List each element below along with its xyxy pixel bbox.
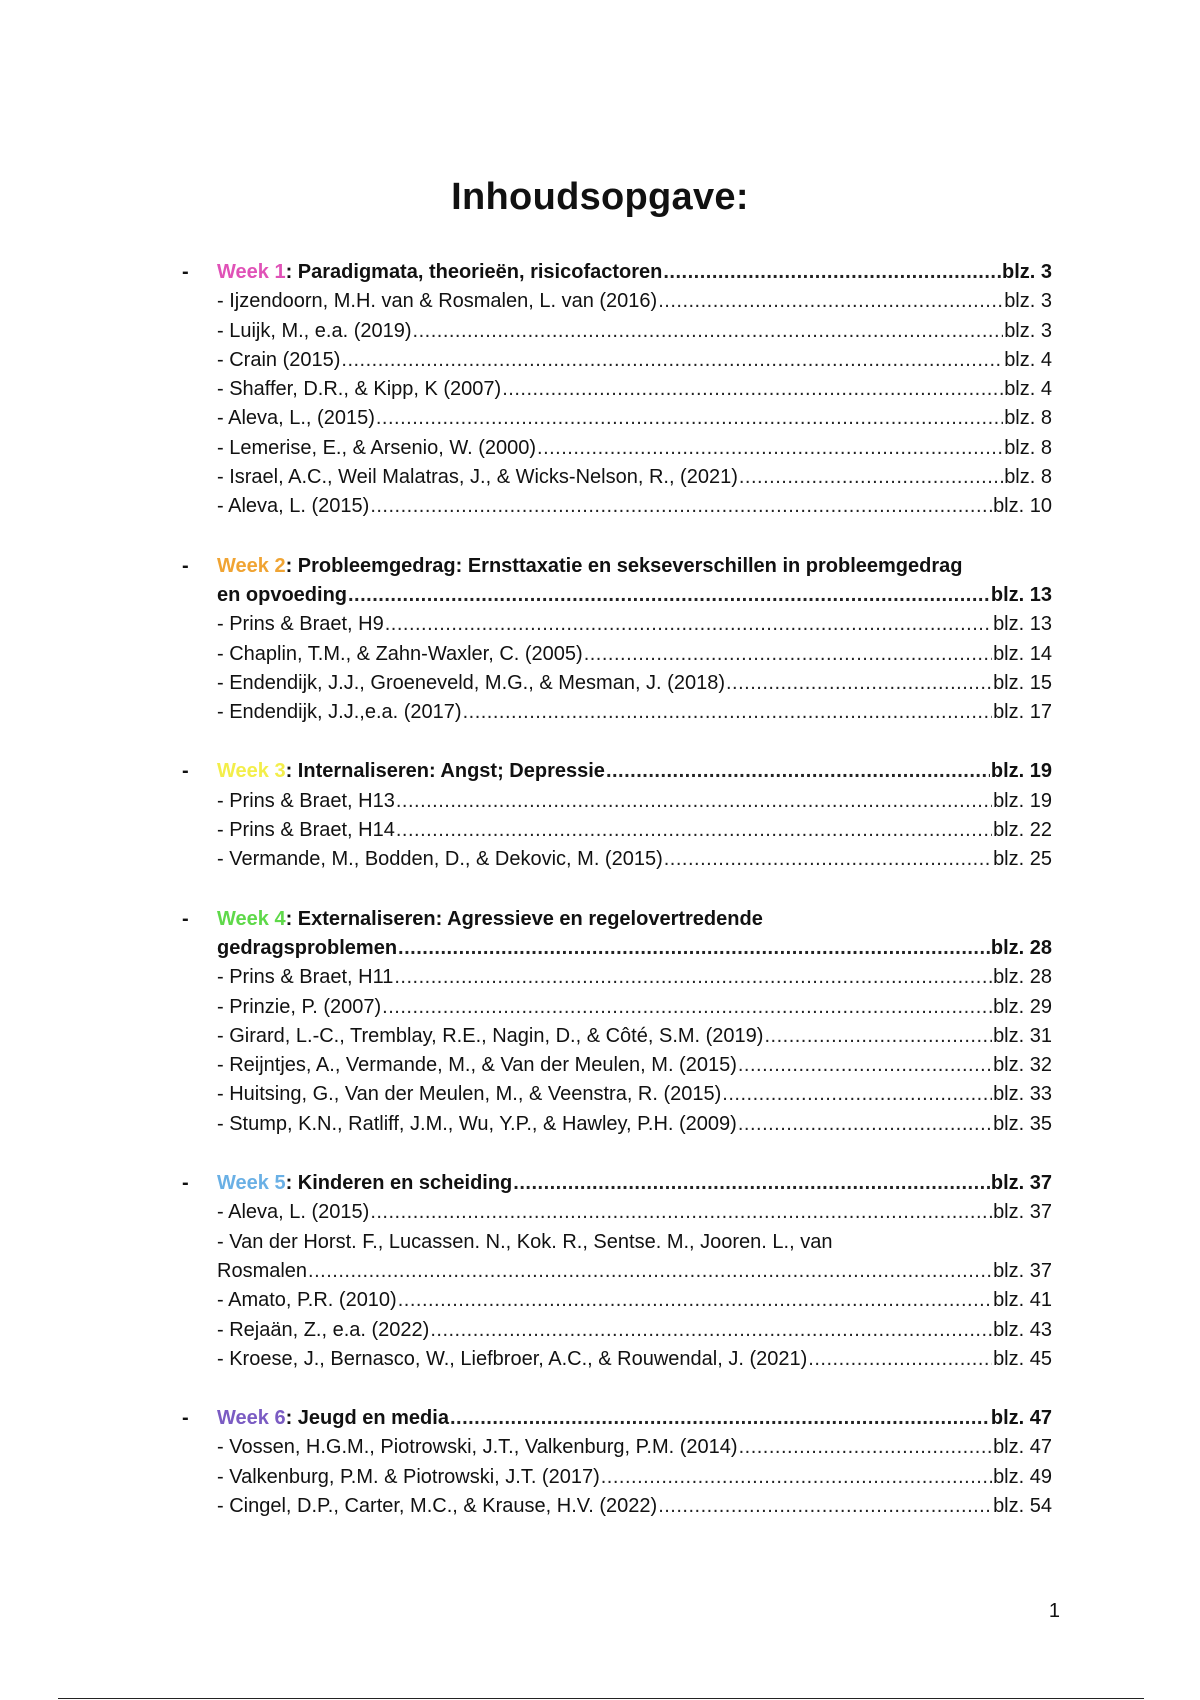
toc-heading-continued[interactable] <box>217 581 1052 610</box>
leader-dots <box>413 317 1004 346</box>
page-ref: blz. 29 <box>993 995 1052 1018</box>
leader-dots <box>658 287 1003 316</box>
week-label: Week 4 <box>217 907 286 930</box>
toc-section-week-4 <box>182 905 1052 1139</box>
toc-section-week-3 <box>182 757 1052 874</box>
page-ref: blz. 49 <box>993 1465 1052 1488</box>
page-ref: blz. 35 <box>993 1112 1052 1135</box>
bullet-dash: - <box>182 1407 189 1430</box>
toc-entry-text[interactable]: - Van der Horst. F., Lucassen. N., Kok. R., Sentse. M., Jooren. L., van <box>217 1230 833 1253</box>
toc-entry[interactable] <box>217 492 1052 521</box>
page-ref: blz. 13 <box>990 583 1052 606</box>
bullet-dash: - <box>182 760 189 783</box>
leader-dots <box>348 581 990 610</box>
toc-heading[interactable] <box>217 552 1052 581</box>
leader-dots <box>722 1080 992 1109</box>
leader-dots <box>398 1286 992 1315</box>
week-label: Week 1 <box>217 261 286 283</box>
page-ref: blz. 47 <box>990 1407 1052 1430</box>
bullet-dash: - <box>182 554 189 577</box>
entry-text: - Vossen, H.G.M., Piotrowski, J.T., Valkenburg, P.M. (2014) <box>217 1436 738 1459</box>
leader-dots <box>382 993 992 1022</box>
leader-dots <box>739 463 1003 492</box>
entry-text: - Cingel, D.P., Carter, M.C., & Krause, H.V. (2022) <box>217 1494 658 1517</box>
leader-dots <box>396 816 992 845</box>
leader-dots <box>606 757 990 786</box>
heading-text: : Paradigmata, theorieën, risicofactoren <box>285 261 663 283</box>
entry-text: - Endendijk, J.J.,e.a. (2017) <box>217 701 462 724</box>
entry-text: - Vermande, M., Bodden, D., & Dekovic, M. (2015) <box>217 848 663 871</box>
leader-dots <box>385 610 992 639</box>
entry-text: - Luijk, M., e.a. (2019) <box>217 319 412 342</box>
page-ref: blz. 4 <box>1004 348 1052 371</box>
entry-text: - Endendijk, J.J., Groeneveld, M.G., & Mesman, J. (2018) <box>217 671 725 694</box>
entry-text: - Valkenburg, P.M. & Piotrowski, J.T. (2017) <box>217 1465 600 1488</box>
bullet-dash: - <box>182 1172 189 1195</box>
entry-text: - Israel, A.C., Weil Malatras, J., & Wicks-Nelson, R., (2021) <box>217 466 738 489</box>
toc-entry[interactable] <box>217 404 1052 433</box>
toc-entry[interactable] <box>217 1110 1052 1139</box>
toc-entry[interactable] <box>217 1051 1052 1080</box>
entry-text: - Reijntjes, A., Vermande, M., & Van der Meulen, M. (2015) <box>217 1054 737 1077</box>
leader-dots <box>370 492 992 521</box>
page-ref: blz. 41 <box>993 1289 1052 1312</box>
leader-dots <box>658 1492 992 1521</box>
page-ref: blz. 14 <box>993 642 1052 665</box>
toc-heading[interactable] <box>217 905 1052 934</box>
toc-entry[interactable] <box>217 1022 1052 1051</box>
page-ref: blz. 31 <box>993 1024 1052 1047</box>
toc-entry[interactable] <box>217 317 1052 346</box>
page-ref: blz. 45 <box>993 1347 1052 1370</box>
page-ref: blz. 43 <box>993 1318 1052 1341</box>
toc-heading[interactable] <box>217 1404 1052 1433</box>
page-ref: blz. 22 <box>993 819 1052 842</box>
toc-entry[interactable] <box>217 610 1052 639</box>
entry-text: - Chaplin, T.M., & Zahn-Waxler, C. (2005) <box>217 642 583 665</box>
entry-text: - Kroese, J., Bernasco, W., Liefbroer, A.C., & Rouwendal, J. (2021) <box>217 1347 808 1370</box>
leader-dots <box>463 698 992 727</box>
toc-heading-continued[interactable] <box>217 934 1052 963</box>
toc-entry[interactable] <box>217 640 1052 669</box>
toc-entry[interactable] <box>217 963 1052 992</box>
toc-entry[interactable] <box>217 845 1052 874</box>
heading-text: : Jeugd en media <box>285 1407 449 1430</box>
page-ref: blz. 15 <box>993 671 1052 694</box>
page-ref: blz. 25 <box>993 848 1052 871</box>
table-of-contents <box>182 258 1052 1551</box>
entry-text: - Aleva, L., (2015) <box>217 407 375 430</box>
heading-text-continued: en opvoeding <box>217 583 347 606</box>
leader-dots <box>739 1433 992 1462</box>
leader-dots <box>738 1110 992 1139</box>
page-ref: blz. 54 <box>993 1494 1052 1517</box>
page-ref: blz. 47 <box>993 1436 1052 1459</box>
week-label: Week 3 <box>217 760 286 783</box>
toc-entry[interactable] <box>217 669 1052 698</box>
toc-section-week-1 <box>182 258 1052 522</box>
toc-entry[interactable] <box>217 1345 1052 1374</box>
page-ref: blz. 37 <box>993 1201 1052 1224</box>
page-ref: blz. 28 <box>990 936 1052 959</box>
heading-text: : Externaliseren: Agressieve en regelovertredende <box>285 907 763 930</box>
entry-text: - Shaffer, D.R., & Kipp, K (2007) <box>217 378 502 401</box>
page-ref: blz. 37 <box>993 1259 1052 1282</box>
page-ref: blz. 3 <box>1004 290 1052 313</box>
leader-dots <box>513 1169 990 1198</box>
toc-entry[interactable] <box>217 1463 1052 1492</box>
toc-section-week-6 <box>182 1404 1052 1521</box>
toc-entry[interactable] <box>217 1316 1052 1345</box>
toc-section-week-5 <box>182 1169 1052 1374</box>
page-ref: blz. 13 <box>993 613 1052 636</box>
toc-entry[interactable] <box>217 375 1052 404</box>
page-ref: blz. 17 <box>993 701 1052 724</box>
entry-text: - Rejaän, Z., e.a. (2022) <box>217 1318 430 1341</box>
heading-text: : Kinderen en scheiding <box>285 1172 513 1195</box>
leader-dots <box>430 1316 992 1345</box>
entry-text: - Crain (2015) <box>217 348 341 371</box>
bullet-dash: - <box>182 907 189 930</box>
entry-text: - Aleva, L. (2015) <box>217 495 370 518</box>
bullet-dash: - <box>182 261 189 283</box>
leader-dots <box>738 1051 992 1080</box>
toc-entry[interactable] <box>217 698 1052 727</box>
entry-text: - Huitsing, G., Van der Meulen, M., & Veenstra, R. (2015) <box>217 1083 722 1106</box>
heading-text-continued: gedragsproblemen <box>217 936 398 959</box>
leader-dots <box>376 404 1003 433</box>
entry-text: - Stump, K.N., Ratliff, J.M., Wu, Y.P., & Hawley, P.H. (2009) <box>217 1112 737 1135</box>
toc-entry[interactable] <box>217 1433 1052 1462</box>
leader-dots <box>808 1345 992 1374</box>
page-ref: blz. 3 <box>1001 261 1052 283</box>
week-label: Week 2 <box>217 554 286 577</box>
footer-rule <box>58 1698 1144 1699</box>
toc-section-week-2 <box>182 552 1052 728</box>
leader-dots <box>664 845 992 874</box>
toc-entry[interactable] <box>217 287 1052 316</box>
toc-heading[interactable] <box>217 258 1052 287</box>
entry-text: - Lemerise, E., & Arsenio, W. (2000) <box>217 436 537 459</box>
entry-text: - Aleva, L. (2015) <box>217 1201 370 1224</box>
page-ref: blz. 19 <box>993 789 1052 812</box>
leader-dots <box>398 934 990 963</box>
entry-text: - Prins & Braet, H9 <box>217 613 384 636</box>
leader-dots <box>584 640 992 669</box>
entry-text-continued: Rosmalen <box>217 1259 308 1282</box>
toc-entry[interactable] <box>217 1198 1052 1227</box>
toc-entry[interactable] <box>217 346 1052 375</box>
leader-dots <box>308 1257 992 1286</box>
toc-entry[interactable] <box>217 1257 1052 1286</box>
leader-dots <box>394 963 992 992</box>
entry-text: - Prins & Braet, H13 <box>217 789 395 812</box>
leader-dots <box>764 1022 992 1051</box>
heading-text: : Internaliseren: Angst; Depressie <box>285 760 605 783</box>
toc-heading[interactable] <box>217 757 1052 786</box>
entry-text: - Prins & Braet, H11 <box>217 966 394 989</box>
page-ref: blz. 8 <box>1004 436 1052 459</box>
toc-entry[interactable] <box>217 993 1052 1022</box>
leader-dots <box>502 375 1003 404</box>
entry-text: - Amato, P.R. (2010) <box>217 1289 397 1312</box>
entry-text: - Girard, L.-C., Tremblay, R.E., Nagin, D., & Côté, S.M. (2019) <box>217 1024 764 1047</box>
heading-text: : Probleemgedrag: Ernsttaxatie en sekseverschillen in probleemgedrag <box>285 554 963 577</box>
entry-text: - Ijzendoorn, M.H. van & Rosmalen, L. van (2016) <box>217 290 658 313</box>
toc-entry[interactable] <box>217 816 1052 845</box>
week-label: Week 5 <box>217 1172 286 1195</box>
toc-entry[interactable] <box>217 787 1052 816</box>
toc-entry[interactable] <box>217 1080 1052 1109</box>
toc-entry[interactable] <box>217 463 1052 492</box>
entry-text: - Prinzie, P. (2007) <box>217 995 382 1018</box>
page-ref: blz. 4 <box>1004 378 1052 401</box>
page-ref: blz. 8 <box>1004 407 1052 430</box>
page-ref: blz. 3 <box>1004 319 1052 342</box>
leader-dots <box>370 1198 992 1227</box>
toc-heading[interactable] <box>217 1169 1052 1198</box>
page-ref: blz. 8 <box>1004 466 1052 489</box>
page-number: 1 <box>1048 1600 1060 1622</box>
page-ref: blz. 28 <box>993 966 1052 989</box>
toc-entry[interactable] <box>217 1492 1052 1521</box>
page-ref: blz. 10 <box>993 495 1052 518</box>
leader-dots <box>450 1404 990 1433</box>
toc-entry[interactable] <box>217 434 1052 463</box>
leader-dots <box>663 258 1001 287</box>
week-label: Week 6 <box>217 1407 286 1430</box>
leader-dots <box>341 346 1003 375</box>
entry-text: - Prins & Braet, H14 <box>217 819 395 842</box>
leader-dots <box>601 1463 992 1492</box>
page-ref: blz. 33 <box>993 1083 1052 1106</box>
leader-dots <box>396 787 992 816</box>
page-title: Inhoudsopgave: <box>451 176 749 218</box>
leader-dots <box>537 434 1003 463</box>
page-ref: blz. 19 <box>990 760 1052 783</box>
page-ref: blz. 37 <box>990 1172 1052 1195</box>
page-ref: blz. 32 <box>993 1054 1052 1077</box>
leader-dots <box>726 669 992 698</box>
toc-entry[interactable] <box>217 1286 1052 1315</box>
